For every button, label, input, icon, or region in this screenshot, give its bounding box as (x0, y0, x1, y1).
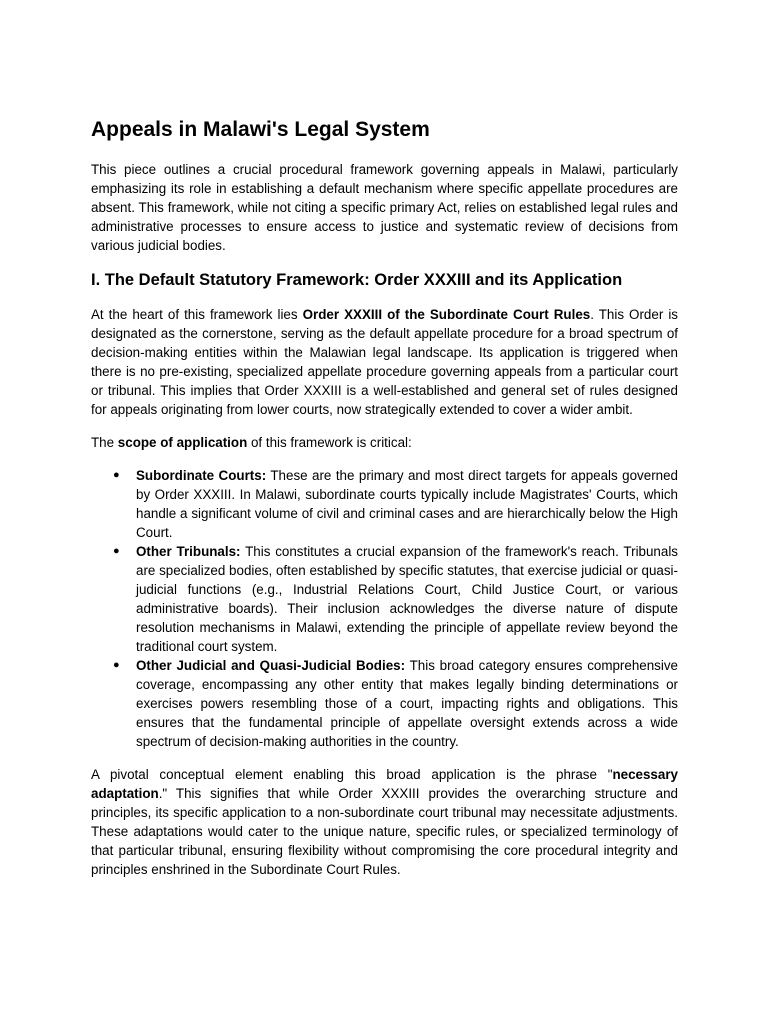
list-item (91, 466, 678, 542)
emphasis-order-xxxiii: Order XXXIII of the Subordinate Court Rules (302, 307, 591, 322)
intro-paragraph: This piece outlines a crucial procedural framework governing appeals in Malawi, particularly emphasizing its role in establishing a default mechanism where specific appellate procedures are absent. This framework, while not citing a specific primary Act, relies on established legal rules and administrative processes to ensure access to justice and systematic review of decisions from various judicial bodies. (91, 162, 678, 253)
bullet-icon: ● (113, 545, 120, 557)
list-item-text: This broad category ensures comprehensive coverage, encompassing any other entity that makes legally binding determinations or exercises powers resembling those of a court, impacting rights and obligations. This ensures that the fundamental principle of appellate oversight extends across a wide spectrum of decision-making authorities in the country. (136, 658, 678, 749)
bullet-icon: ● (113, 659, 120, 671)
scope-list (91, 466, 678, 751)
list-item (91, 542, 678, 656)
bullet-icon: ● (113, 469, 120, 481)
list-item-term: Subordinate Courts: (136, 468, 267, 483)
list-item-term: Other Judicial and Quasi-Judicial Bodies: (136, 658, 406, 673)
emphasis-necessary-adaptation: necessary adaptation (91, 767, 678, 801)
list-item (91, 656, 678, 751)
section-heading: I. The Default Statutory Framework: Order XXXIII and its Application (91, 271, 623, 289)
section-paragraph-3: A pivotal conceptual element enabling this broad application is the phrase "necessary adaptation." This signifies that while Order XXXIII provides the overarching structure and principles, its specific application to a non-subordinate court tribunal may necessitate adjustments. These adaptations would cater to the unique nature, specific rules, or specialized terminology of that particular tribunal, ensuring flexibility without compromising the core procedural integrity and principles enshrined in the Subordinate Court Rules. (91, 767, 678, 877)
document-title: Appeals in Malawi's Legal System (91, 118, 430, 141)
section-paragraph-1: At the heart of this framework lies Order XXXIII of the Subordinate Court Rules. This Order is designated as the cornerstone, serving as the default appellate procedure for a broad spectrum of decision-making entities within the Malawian legal landscape. Its application is triggered when there is no pre-existing, specialized appellate procedure governing appeals from a particular court or tribunal. This implies that Order XXXIII is a well-established and general set of rules designed for appeals originating from lower courts, now strategically extended to cover a wider ambit. (91, 307, 678, 417)
list-item-text: These are the primary and most direct targets for appeals governed by Order XXXIII. In Malawi, subordinate courts typically include Magistrates' Courts, which handle a significant volume of civil and criminal cases and are hierarchically below the High Court. (136, 468, 678, 540)
emphasis-scope: scope of application (117, 435, 248, 450)
list-item-text: This constitutes a crucial expansion of the framework's reach. Tribunals are specialized bodies, often established by specific statutes, that exercise judicial or quasi-judicial functions (e.g., Industrial Relations Court, Child Justice Court, or various administrative boards). Their inclusion acknowledges the diverse nature of dispute resolution mechanisms in Malawi, extending the principle of appellate review beyond the traditional court system. (136, 544, 678, 654)
section-paragraph-2: The scope of application of this framework is critical: (91, 435, 412, 450)
list-item-term: Other Tribunals: (136, 544, 241, 559)
